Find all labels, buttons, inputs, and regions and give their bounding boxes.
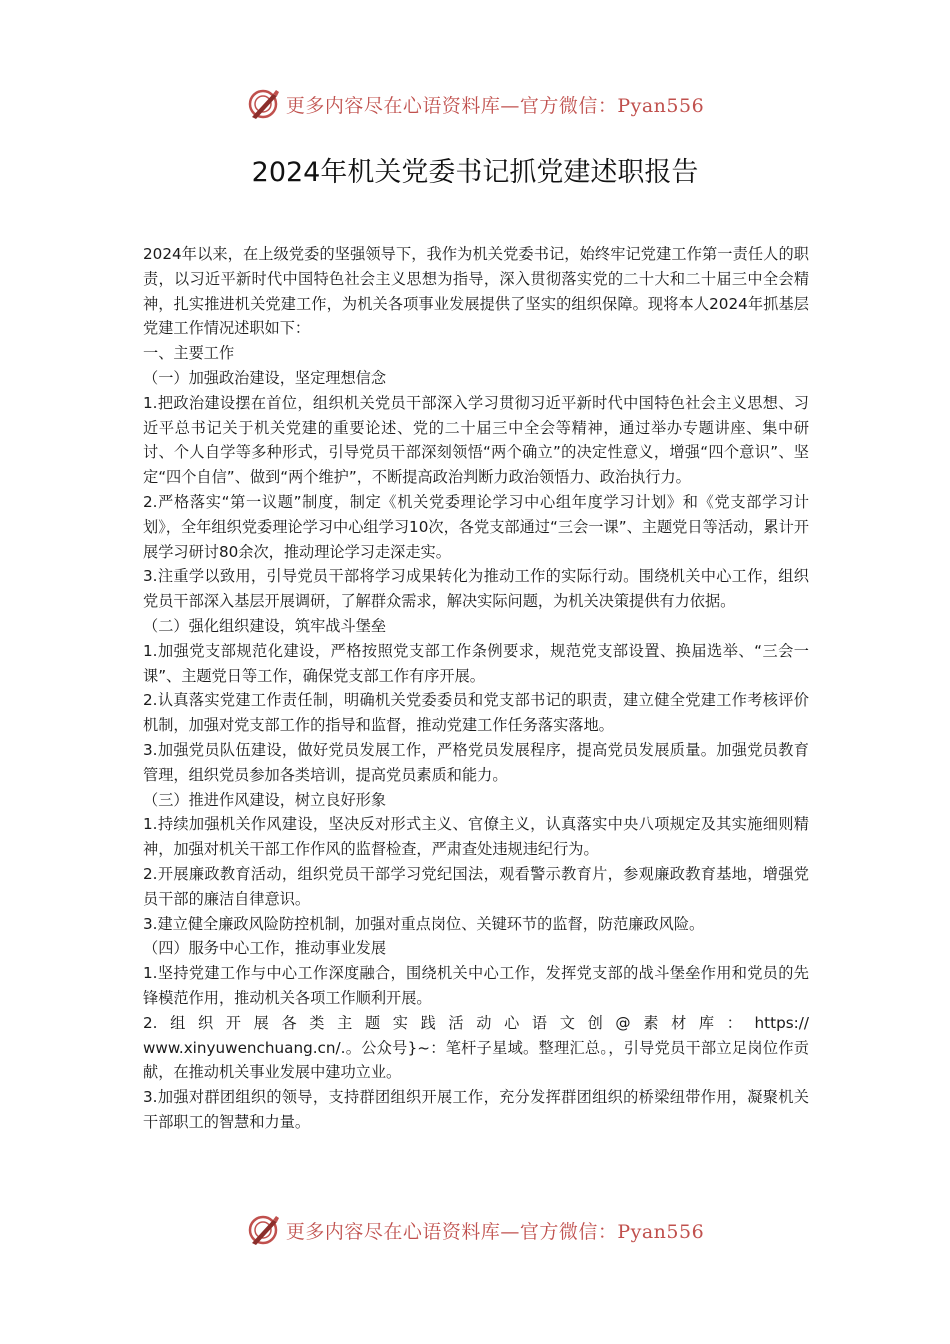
heading-main-work: 一、主要工作 [143,344,235,363]
paragraph-style-2: 2.开展廉政教育活动，组织党员干部学习党纪国法，观看警示教育片，参观廉政教育基地，增强党员干部的廉洁自律意识。 [143,864,809,908]
paragraph-style-3: 3.建立健全廉政风险防控机制，加强对重点岗位、关键环节的监督，防范廉政风险。 [143,914,705,933]
paragraph-political-3: 3.注重学以致用，引导党员干部将学习成果转化为推动工作的实际行动。围绕机关中心工作，组织党员干部深入基层开展调研，了解群众需求，解决实际问题，为机关决策提供有力依据。 [143,567,809,611]
subheading-service: （四）服务中心工作，推动事业发展 [143,939,386,958]
pen-logo-icon [246,86,282,122]
subheading-organization: （二）强化组织建设，筑牢战斗堡垒 [143,616,386,635]
pen-logo-icon [246,1212,282,1248]
paragraph-style-1: 1.持续加强机关作风建设，坚决反对形式主义、官僚主义，认真落实中央八项规定及其实施细则精神，加强对机关干部工作作风的监督检查，严肃查处违规违纪行为。 [143,815,809,859]
paragraph-service-2a: 2.组织开展各类主题实践活动心语文创@素材库：https:// [143,1013,809,1032]
paragraph-organization-1: 1.加强党支部规范化建设，严格按照党支部工作条例要求，规范党支部设置、换届选举、“三会一课”、主题党日等工作，确保党支部工作有序开展。 [143,641,809,685]
subheading-political: （一）加强政治建设，坚定理想信念 [143,368,386,387]
paragraph-service-3: 3.加强对群团组织的领导，支持群团组织开展工作，充分发挥群团组织的桥梁纽带作用，凝聚机关干部职工的智慧和力量。 [143,1088,809,1131]
paragraph-service-1: 1.坚持党建工作与中心工作深度融合，围绕机关中心工作，发挥党支部的战斗堡垒作用和党员的先锋模范作用，推动机关各项工作顺利开展。 [143,964,809,1007]
banner-text: 更多内容尽在心语资料库—官方微信：Pyan556 [285,1220,705,1243]
bottom-watermark-banner [0,1210,950,1250]
document-body [143,242,809,1135]
paragraph-organization-3: 3.加强党员队伍建设，做好党员发展工作，严格党员发展程序，提高党员发展质量。加强党员教育管理，组织党员参加各类培训，提高党员素质和能力。 [143,740,809,784]
subheading-style: （三）推进作风建设，树立良好形象 [143,790,386,809]
paragraph-service-2b: www.xinyuwenchuang.cn/.。公众号}~：笔杆子星域。整理汇总。，引导党员干部立足岗位作贡献，在推动机关事业发展中建功立业。 [143,1038,809,1082]
document-title: 2024年机关党委书记抓党建述职报告 [251,157,699,188]
banner-text: 更多内容尽在心语资料库—官方微信：Pyan556 [285,94,705,117]
paragraph-political-2: 2.严格落实“第一议题”制度，制定《机关党委理论学习中心组年度学习计划》和《党支部学习计划》，全年组织党委理论学习中心组学习10次，各党支部通过“三会一课”、主题党日等活动，累计开展学习研讨80余次，推动理论学习走深走实。 [143,492,809,561]
paragraph-political-1: 1.把政治建设摆在首位，组织机关党员干部深入学习贯彻习近平新时代中国特色社会主义思想、习近平总书记关于机关党建的重要论述、党的二十届三中全会等精神，通过举办专题讲座、集中研讨、个人自学等多种形式，引导党员干部深刻领悟“两个确立”的决定性意义，增强“四个意识”、坚定“四个自信”、做到“两个维护”，不断提高政治判断力政治领悟力、政治执行力。 [143,393,809,487]
paragraph-intro: 2024年以来，在上级党委的坚强领导下，我作为机关党委书记，始终牢记党建工作第一责任人的职责，以习近平新时代中国特色社会主义思想为指导，深入贯彻落实党的二十大和二十届三中全会精神，扎实推进机关党建工作，为机关各项事业发展提供了坚实的组织保障。现将本人2024年抓基层党建工作情况述职如下： [143,245,809,338]
paragraph-organization-2: 2.认真落实党建工作责任制，明确机关党委委员和党支部书记的职责，建立健全党建工作考核评价机制，加强对党支部工作的指导和监督，推动党建工作任务落实落地。 [143,691,809,735]
top-watermark-banner [0,84,950,124]
